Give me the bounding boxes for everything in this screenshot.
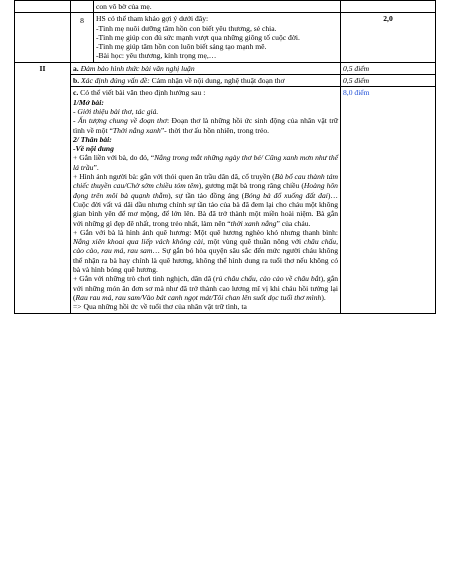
criterion-c: c. Có thể viết bài văn theo định hướng sau : 1/Mở bài: - Giới thiệu bài thơ, tác giả. - Ấn tượng chung về đoạn thơ: Đoạn thơ là những hồi ức sinh động của nhân vật trữ tình về một “Thời nắng xanh”- thời thơ ấu hồn nhiên, trong trẻo. 2/ Thân bài: -Về nội dung + Gắn liền với bà, do đó, “Nắng trong mắt những ngày thơ bé/ Cũng xanh mơn như thể lá trầu”. + Hình ảnh người bà: gắn với thói quen ăn trầu dân dã, cổ truyền (Bà bổ cau thành tám chiếc thuyền cau/Chờ sớm chiều tóm têm), gương mặt bà trong răng chiều (Hoàng hôn đọng trên môi bà quạnh thẫm), sự tần tảo đồng áng (Bóng bà đổ xuống đất đai)… Cuộc đời vất vả dãi dầu nhưng chính sự tần tảo của bà đã đem lại cho cháu một không gian bình yên để mơ mộng, để lớn lên. Bà đã trở thành một miền hoài niệm. Bà gắn với những gì đẹp đẽ nhất, trong trẻo nhất, làm nên “thời xanh nắng” của cháu. + Gắn với bà là hình ảnh quê hương: Một quê hương nghèo khó nhưng thanh bình: Nắng xiên khoai qua liếp vách không cài, một vùng quê thuần nông với châu chấu, cào cào, rau má, rau sam… Sự gắn bó hòa quyện sâu sắc đến mức người cháu không thể nhận ra bà hay chính là quê hương, không thể hình dung ra tuổi thơ nếu không có bà và hình bóng quê hương. + Gắn với những trò chơi tinh nghịch, dân dã (rủ châu chấu, cào cào về châu bắt), gắn với những món ăn đơn sơ mà như đã trở thành cao lương mĩ vị khi cháu hồi tưởng lại (Rau rau má, rau sam/Vào bát canh ngọt mát/Tôi chan lên suốt dọc tuổi thơ mình). => Qua những hồi ức về tuổi thơ của nhân vật trữ tình, ta	[71, 87, 341, 313]
table-row	[15, 62, 436, 74]
heading-noi-dung: -Về nội dung	[73, 144, 114, 154]
table-row	[15, 13, 436, 62]
criterion-a: a. Đảm bảo hình thức bài văn nghị luận	[71, 62, 341, 74]
question-number: 8	[71, 13, 94, 62]
criterion-b: b. Xác định đúng vấn đề: Cảm nhận về nội dung, nghệ thuật đoạn thơ	[71, 75, 341, 87]
table-row	[15, 1, 436, 13]
heading-mo-bai: 1/Mở bài:	[73, 97, 104, 107]
score: 2,0	[341, 13, 436, 62]
score: 0,5 điểm	[341, 62, 436, 74]
score: 0,5 điểm	[341, 75, 436, 87]
table-row	[15, 87, 436, 313]
continued-text: con vô bờ của mẹ.	[94, 1, 341, 13]
heading-than-bai: 2/ Thân bài:	[73, 134, 112, 144]
table-row	[15, 75, 436, 87]
question-answer: HS có thể tham khảo gợi ý dưới đây: -Tình mẹ nuôi dưỡng tâm hồn con biết yêu thương, sẻ chia. -Tình mẹ giúp con đủ sức mạnh vượt qua những giông tố cuộc đời. -Tình mẹ giúp tâm hồn con luôn biết sáng tạo mạnh mẽ. -Bài học: yêu thương, kính trọng mẹ,…	[94, 13, 341, 62]
score: 8,0 điểm	[341, 87, 436, 313]
answer-key-table	[14, 0, 436, 314]
section-label: II	[15, 62, 71, 313]
